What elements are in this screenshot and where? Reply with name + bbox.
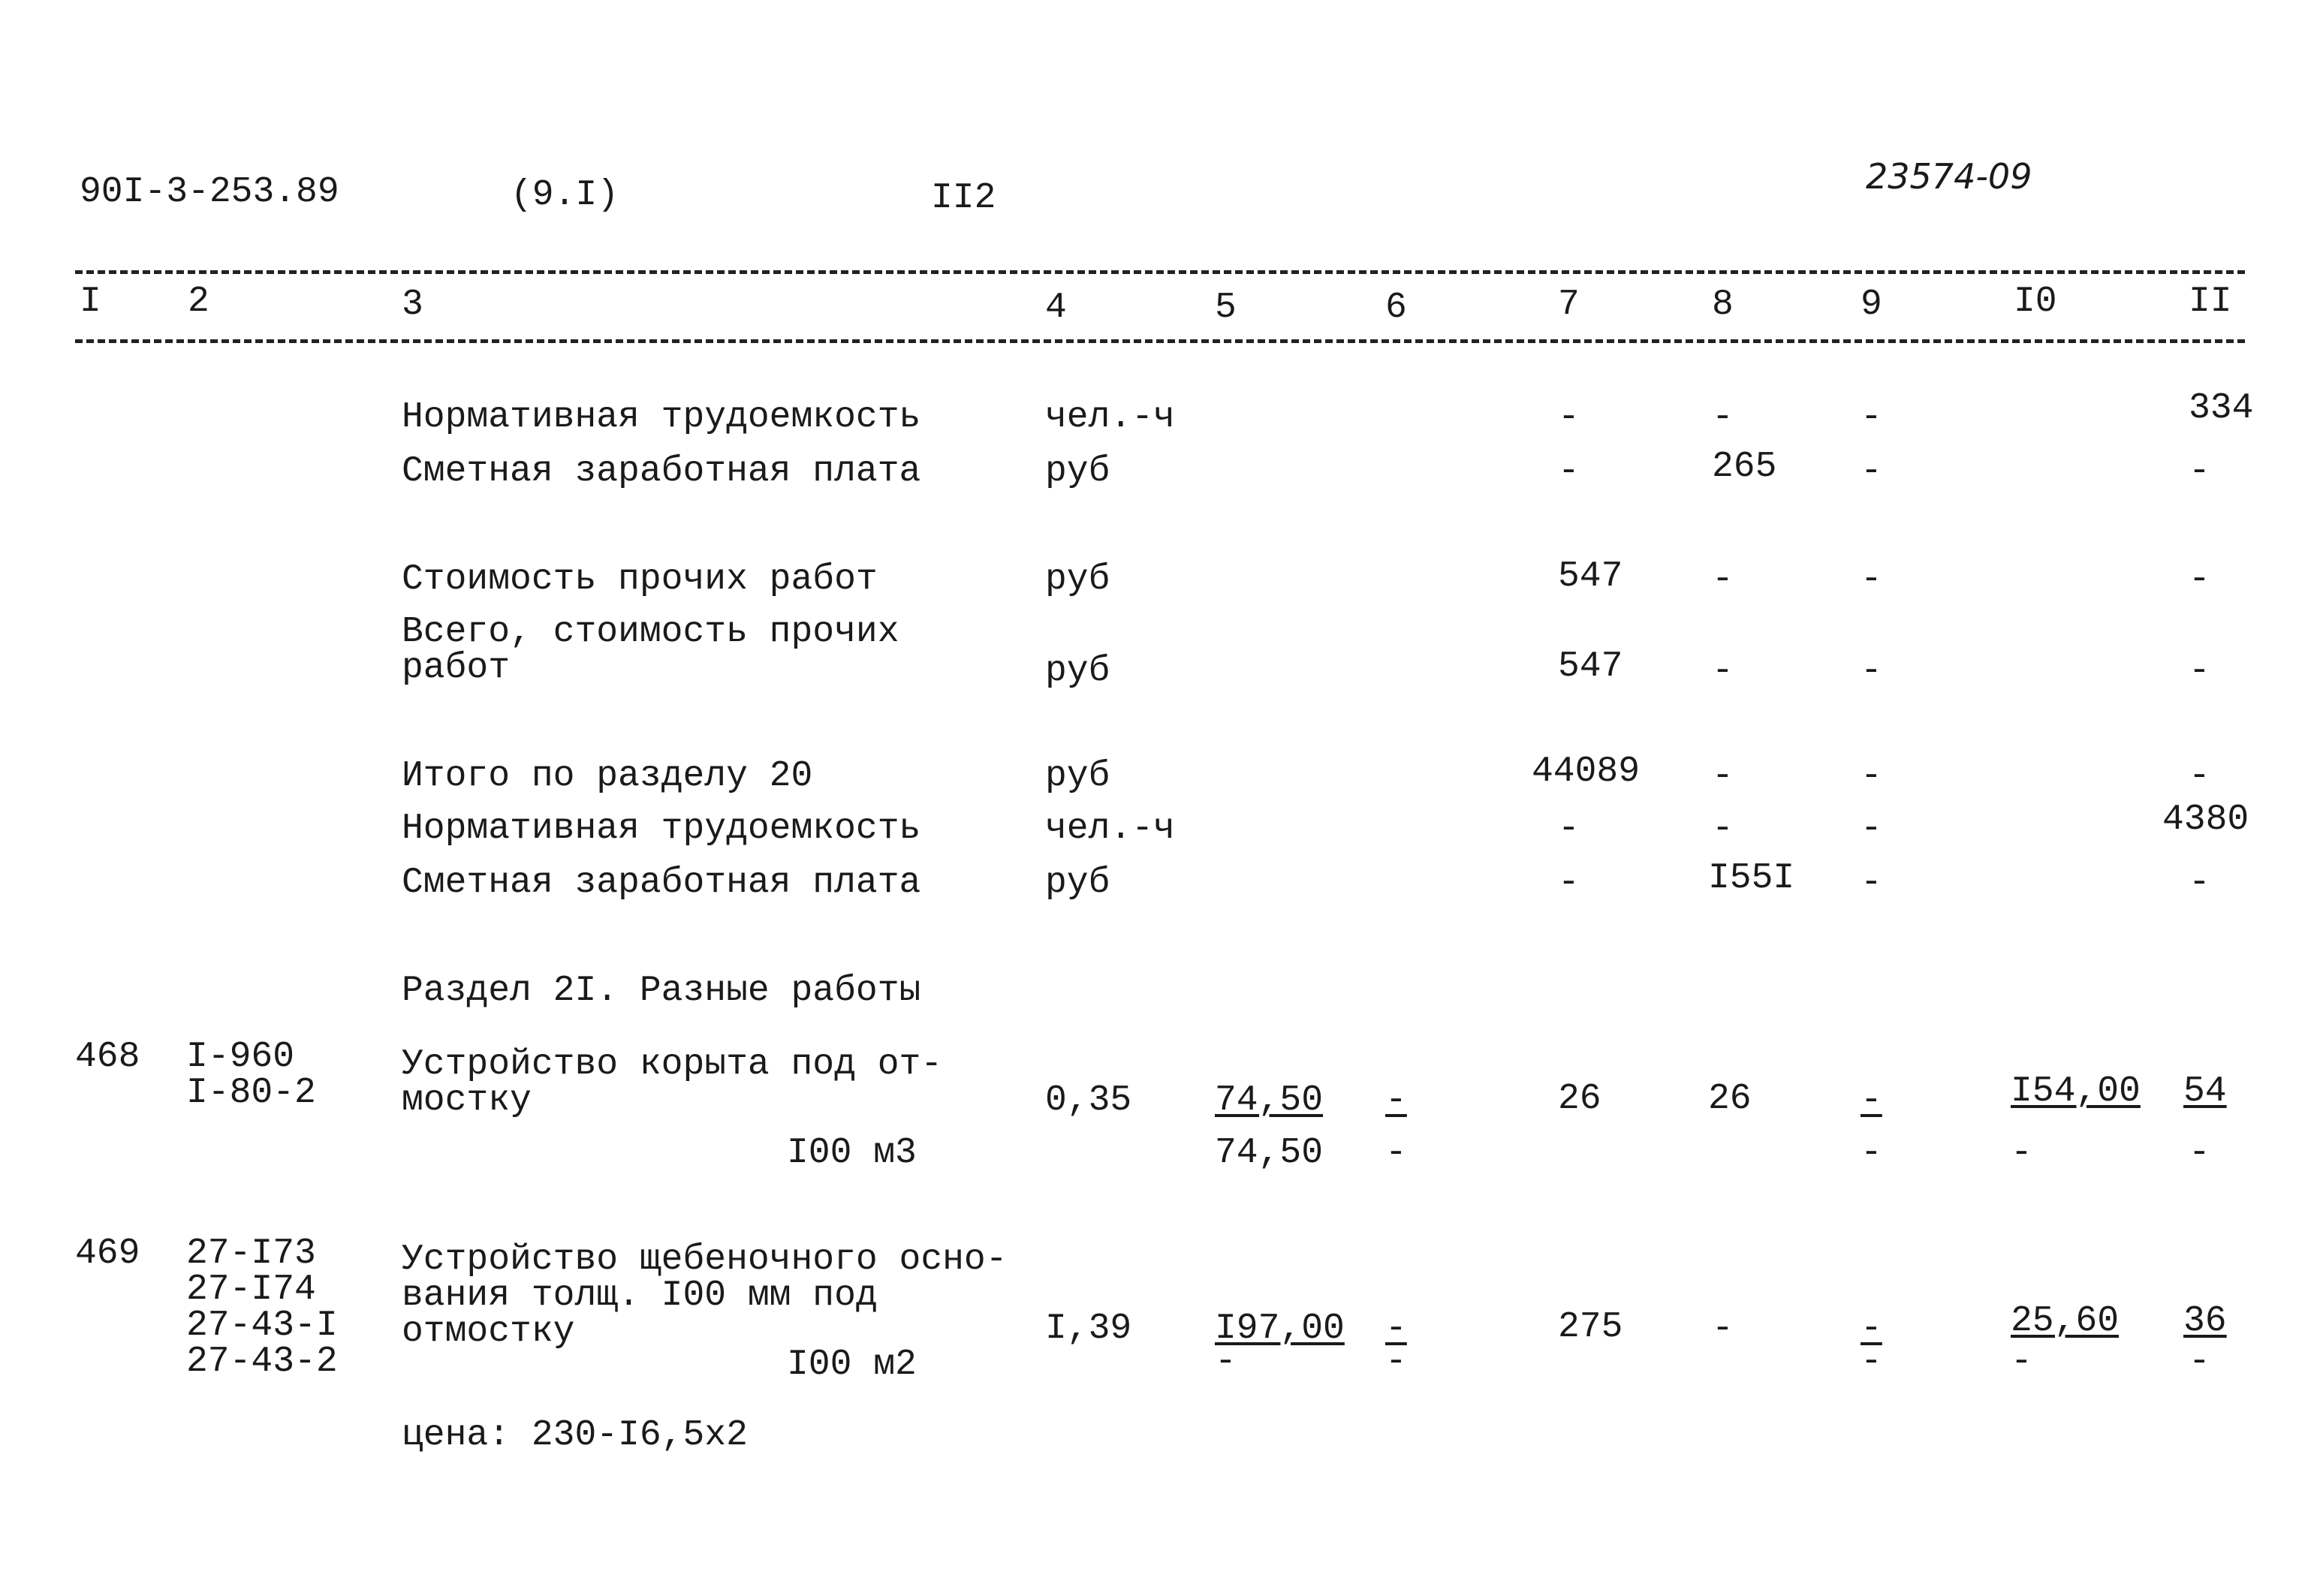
item-col10-bottom: -	[2011, 1133, 2032, 1173]
col-header-5: 5	[1215, 288, 1237, 328]
item-col9-bottom: -	[1861, 1342, 1882, 1382]
summary-row-unit: руб	[1045, 756, 1110, 796]
summary-row-col7: -	[1558, 451, 1580, 492]
item-col9-bottom: -	[1861, 1133, 1882, 1173]
summary-row-col8: -	[1712, 809, 1734, 849]
summary-row-col11: -	[2189, 651, 2210, 691]
col-header-7: 7	[1558, 285, 1580, 325]
item-col7: 275	[1558, 1307, 1623, 1348]
document-code: 90I-3-253.89	[80, 172, 339, 212]
item-number: 469	[75, 1233, 140, 1274]
handwritten-number: 23574-09	[1866, 156, 2032, 197]
summary-row-col11: 4380	[2162, 800, 2249, 840]
summary-row-description: Сметная заработная плата	[402, 863, 921, 903]
summary-row-col8: -	[1712, 397, 1734, 438]
summary-row-col9: -	[1861, 863, 1882, 903]
page-number: II2	[931, 178, 996, 218]
section-title: Раздел 2I. Разные работы	[402, 971, 921, 1011]
col-header-3: 3	[402, 285, 423, 325]
item-col11-bottom: -	[2189, 1342, 2210, 1382]
summary-row-col11: -	[2189, 863, 2210, 903]
item-col10-bottom: -	[2011, 1342, 2032, 1382]
summary-row-col9: -	[1861, 756, 1882, 796]
item-number: 468	[75, 1037, 140, 1077]
item-description: Устройство щебеночного осно- вания толщ. I00 мм под отмостку	[402, 1239, 1008, 1352]
summary-row-col7: 547	[1558, 556, 1623, 597]
item-col10-top: I54,00	[2011, 1071, 2141, 1112]
header-top-rule	[75, 270, 2245, 274]
item-col9-top: -	[1861, 1308, 1882, 1349]
item-col11-bottom: -	[2189, 1133, 2210, 1173]
col-header-9: 9	[1861, 285, 1882, 325]
summary-row-col9: -	[1861, 451, 1882, 492]
summary-row-col8: I55I	[1708, 858, 1795, 899]
item-measure-unit: I00 м2	[787, 1345, 917, 1385]
item-col5-bottom: -	[1215, 1342, 1237, 1382]
summary-row-description: Нормативная трудоемкость	[402, 397, 921, 438]
summary-row-col8: 265	[1712, 447, 1777, 487]
summary-row-unit: руб	[1045, 559, 1110, 600]
col-header-11: II	[2189, 282, 2232, 322]
summary-row-col7: -	[1558, 863, 1580, 903]
item-codes: I-960 I-80-2	[186, 1037, 316, 1113]
summary-row-unit: руб	[1045, 451, 1110, 492]
col-header-4: 4	[1045, 288, 1067, 328]
item-col6-top: -	[1385, 1080, 1407, 1121]
item-quantity: I,39	[1045, 1308, 1132, 1349]
col-header-10: I0	[2014, 282, 2057, 322]
summary-row-col9: -	[1861, 651, 1882, 691]
item-col8: -	[1712, 1308, 1734, 1349]
summary-row-unit: руб	[1045, 863, 1110, 903]
summary-row-col8: -	[1712, 651, 1734, 691]
summary-row-unit: чел.-ч	[1045, 397, 1175, 438]
summary-row-description: Сметная заработная плата	[402, 451, 921, 492]
item-description: Устройство корыта под от- мостку	[402, 1044, 943, 1121]
summary-row-col11: -	[2189, 756, 2210, 796]
item-col11-top: 54	[2183, 1071, 2227, 1112]
item-measure-unit: I00 м3	[787, 1133, 917, 1173]
item-codes: 27-I73 27-I74 27-43-I 27-43-2	[186, 1233, 338, 1382]
summary-row-unit: руб	[1045, 651, 1110, 691]
summary-row-col8: -	[1712, 756, 1734, 796]
header-bottom-rule	[75, 339, 2245, 343]
summary-row-description: Всего, стоимость прочих работ	[402, 612, 899, 688]
col-header-6: 6	[1385, 288, 1407, 328]
item-col5-bottom: 74,50	[1215, 1133, 1324, 1173]
summary-row-col7: 547	[1558, 646, 1623, 687]
summary-row-col7: 44089	[1532, 751, 1641, 792]
section-reference: (9.I)	[511, 175, 619, 215]
summary-row-col11: -	[2189, 451, 2210, 492]
item-col6-bottom: -	[1385, 1133, 1407, 1173]
item-col7: 26	[1558, 1079, 1601, 1119]
col-header-1: I	[80, 282, 101, 322]
summary-row-description: Стоимость прочих работ	[402, 559, 878, 600]
item-col5-top: I97,00	[1215, 1308, 1345, 1349]
item-col6-bottom: -	[1385, 1342, 1407, 1382]
col-header-8: 8	[1712, 285, 1734, 325]
summary-row-col9: -	[1861, 397, 1882, 438]
item-col9-top: -	[1861, 1080, 1882, 1121]
item-col10-top: 25,60	[2011, 1301, 2120, 1342]
summary-row-unit: чел.-ч	[1045, 809, 1175, 849]
summary-row-description: Нормативная трудоемкость	[402, 809, 921, 849]
price-note: цена: 230-I6,5х2	[402, 1415, 748, 1456]
item-col11-top: 36	[2183, 1301, 2227, 1342]
item-col5-top: 74,50	[1215, 1080, 1324, 1121]
item-col6-top: -	[1385, 1308, 1407, 1349]
summary-row-col8: -	[1712, 559, 1734, 600]
summary-row-col9: -	[1861, 559, 1882, 600]
summary-row-description: Итого по разделу 20	[402, 756, 813, 796]
summary-row-col7: -	[1558, 809, 1580, 849]
col-header-2: 2	[188, 282, 209, 322]
summary-row-col11: -	[2189, 559, 2210, 600]
summary-row-col9: -	[1861, 809, 1882, 849]
item-quantity: 0,35	[1045, 1080, 1132, 1121]
item-col8: 26	[1708, 1079, 1752, 1119]
summary-row-col11: 334	[2189, 388, 2254, 429]
summary-row-col7: -	[1558, 397, 1580, 438]
